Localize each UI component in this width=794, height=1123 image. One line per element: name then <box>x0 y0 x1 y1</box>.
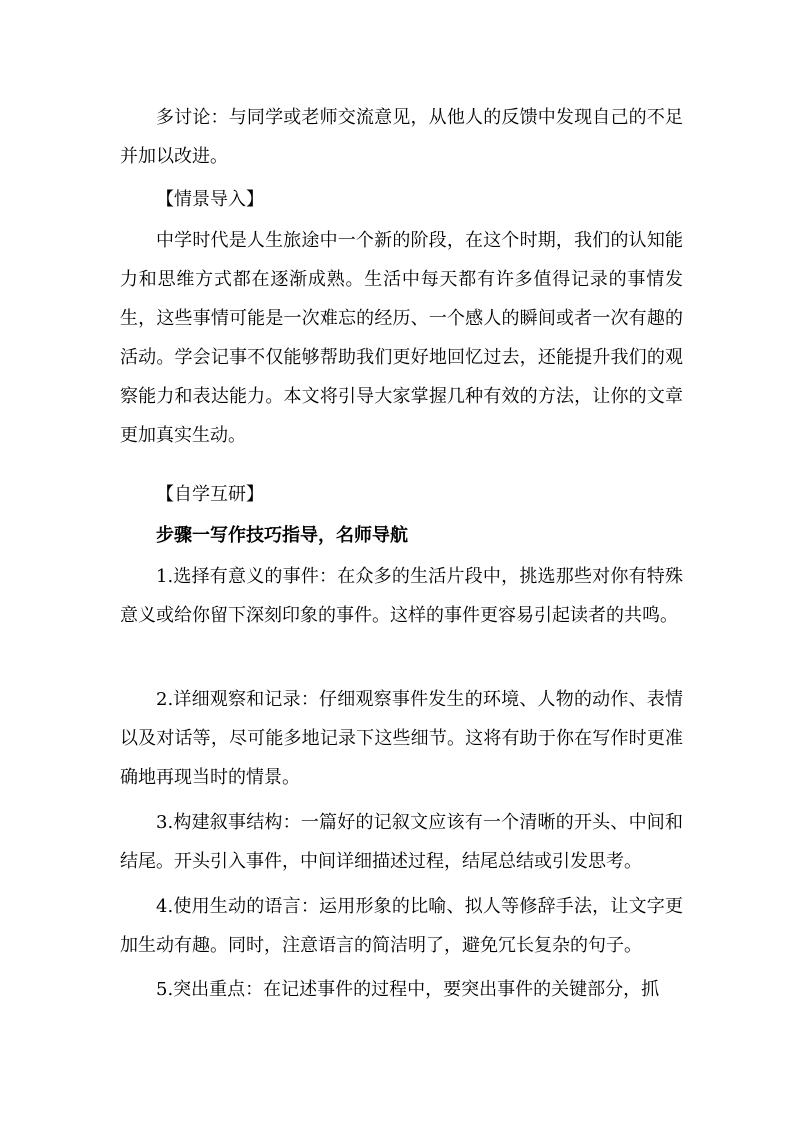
list-item: 2.详细观察和记录：仔细观察事件发生的环境、人物的动作、表情以及对话等，尽可能多地记录下这些细节。这将有助于你在写作时更准确地再现当时的情景。 <box>120 689 683 788</box>
list-item: 4.使用生动的语言：运用形象的比喻、拟人等修辞手法，让文字更加生动有趣。同时，注意语言的简洁明了，避免冗长复杂的句子。 <box>120 896 683 956</box>
section-heading-study: 【自学互研】 <box>156 484 264 505</box>
list-item: 1.选择有意义的事件：在众多的生活片段中，挑选那些对你有特殊意义或给你留下深刻印象的事件。这样的事件更容易引起读者的共鸣。 <box>120 566 683 626</box>
scene-paragraph: 中学时代是人生旅途中一个新的阶段，在这个时期，我们的认知能力和思维方式都在逐渐成熟。生活中每天都有许多值得记录的事情发生，这些事情可能是一次难忘的经历、一个感人的瞬间或者一次有趣的活动。学会记事不仅能够帮助我们更好地回忆过去，还能提升我们的观察能力和表达能力。本文将引导大家掌握几种有效的方法，让你的文章更加真实生动。 <box>120 230 683 446</box>
intro-paragraph: 多讨论：与同学或老师交流意见，从他人的反馈中发现自己的不足并加以改进。 <box>120 107 683 167</box>
step-heading: 步骤一写作技巧指导，名师导航 <box>156 525 408 546</box>
list-item: 3.构建叙事结构：一篇好的记叙文应该有一个清晰的开头、中间和结尾。开头引入事件，中间详细描述过程，结尾总结或引发思考。 <box>120 812 683 872</box>
list-item: 5.突出重点：在记述事件的过程中，要突出事件的关键部分，抓 <box>156 979 660 1000</box>
section-heading-scene: 【情景导入】 <box>156 189 264 210</box>
